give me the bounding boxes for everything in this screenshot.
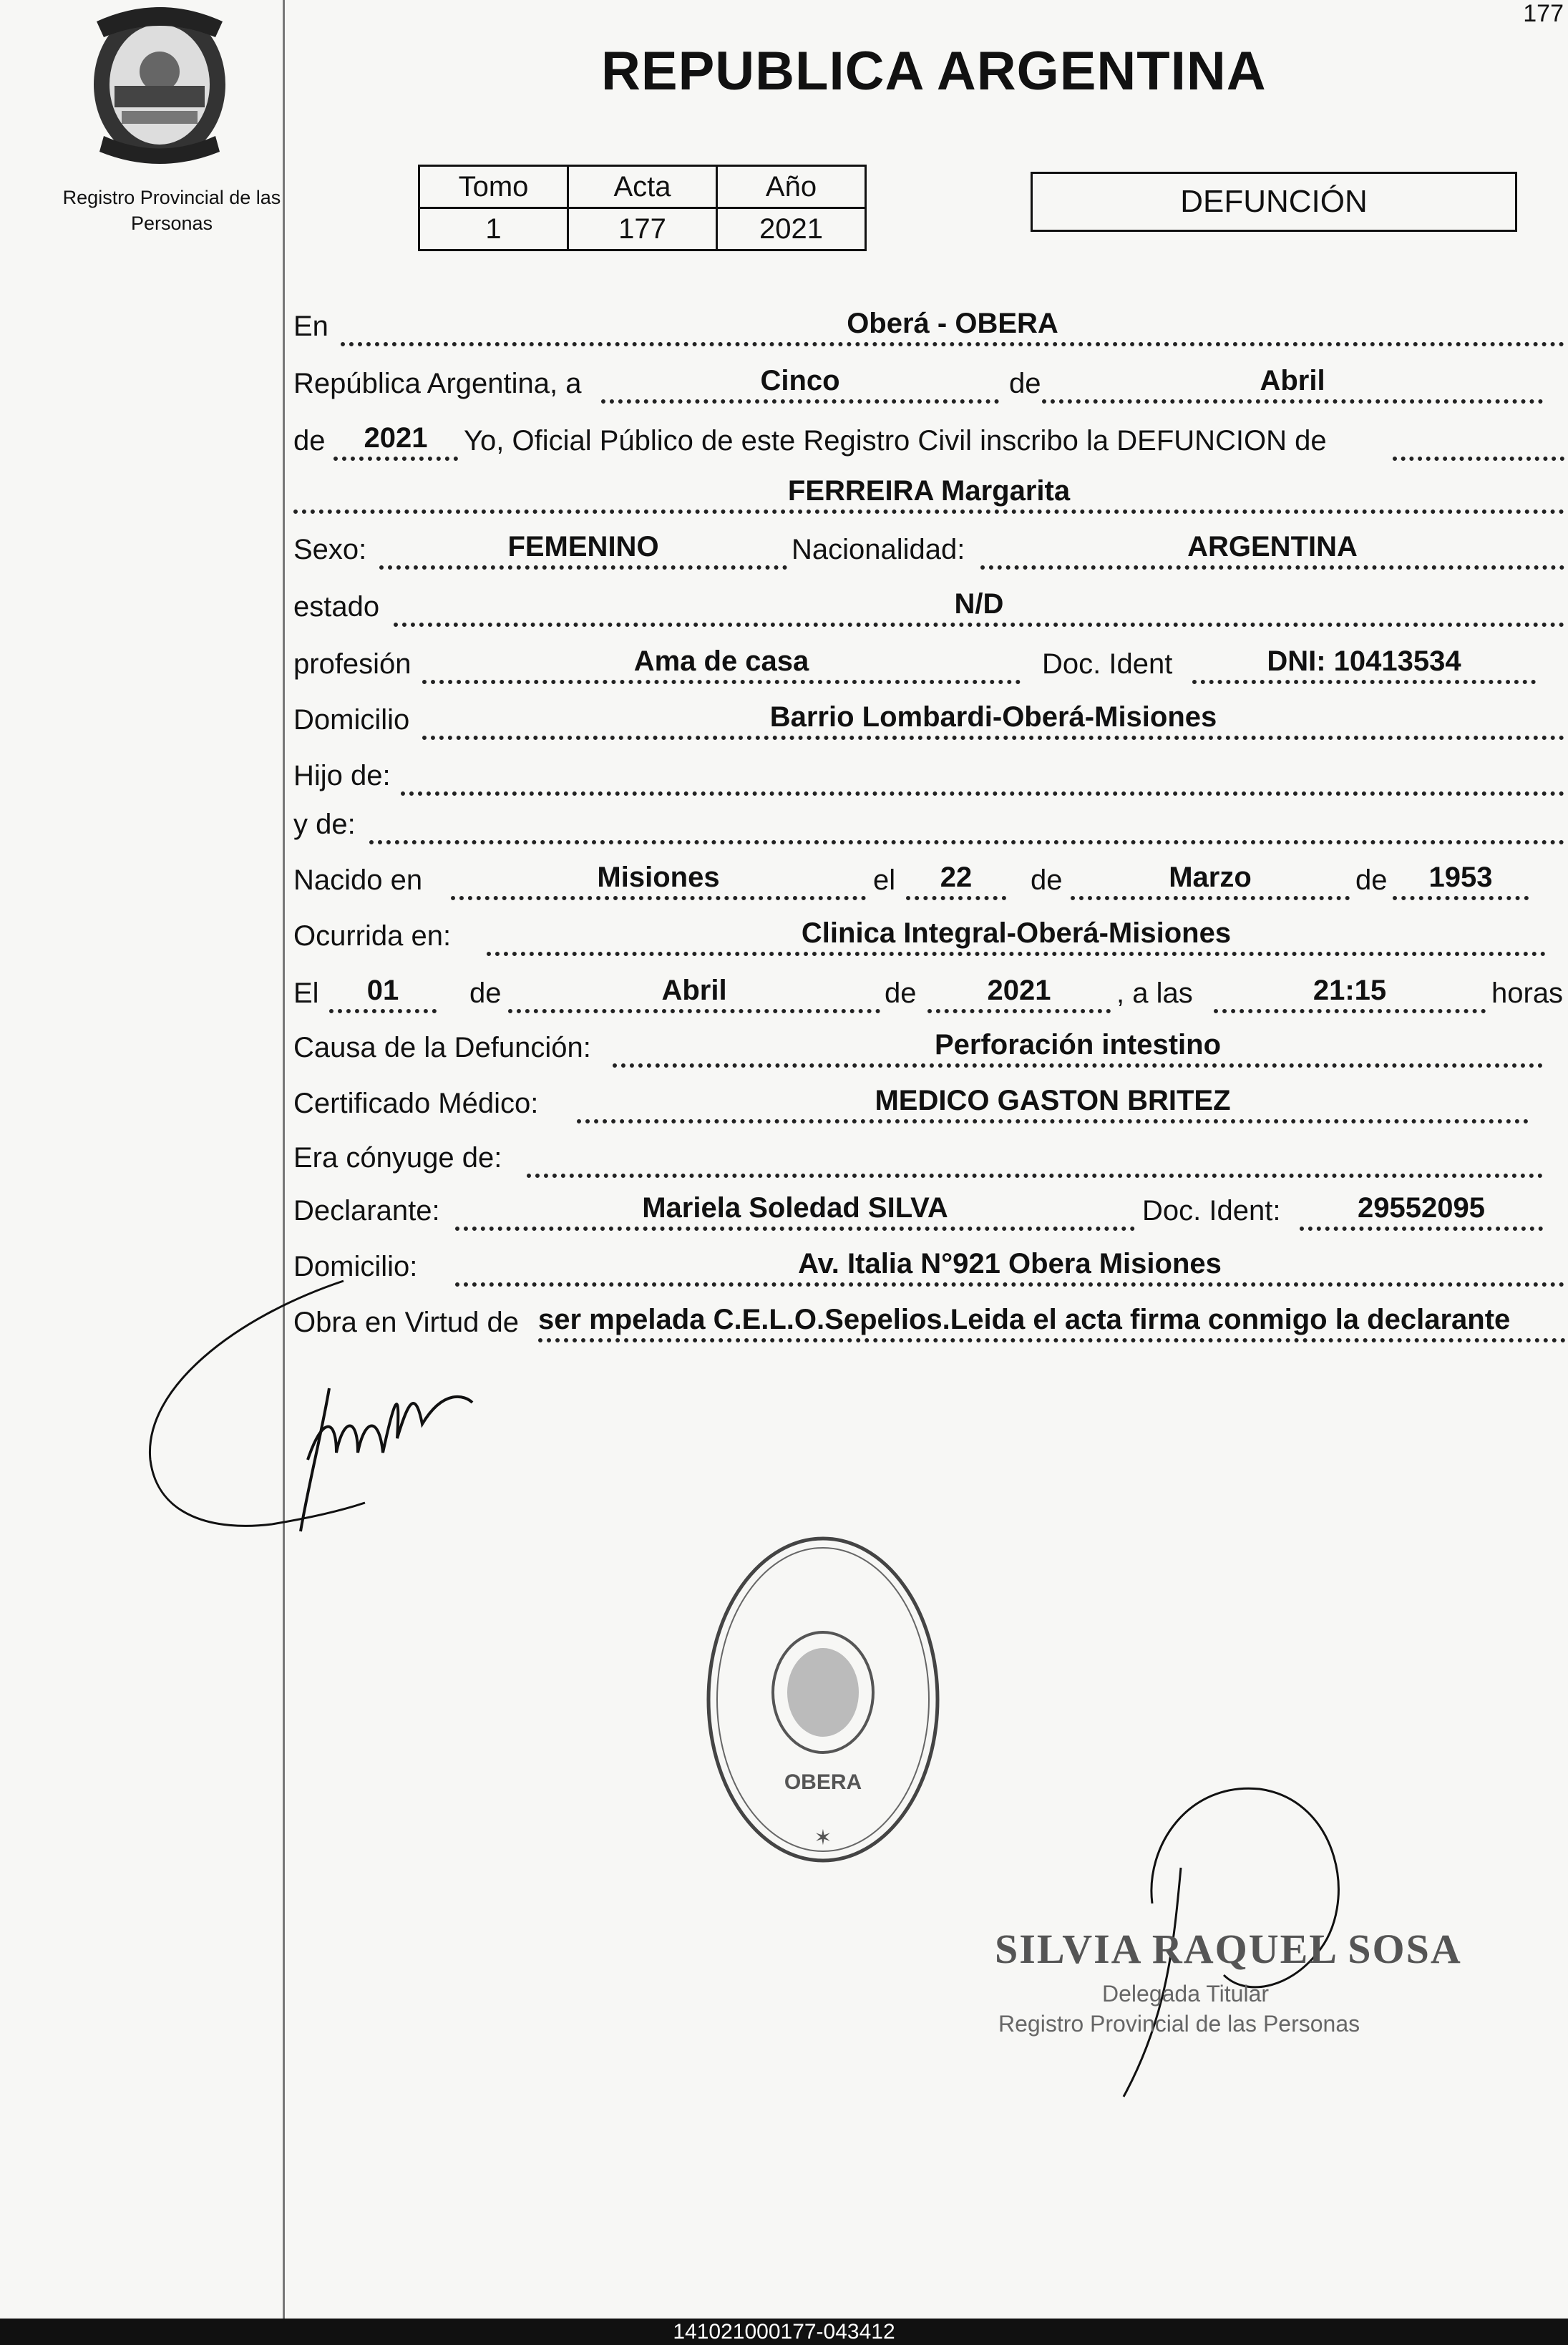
field-profesion: Ama de casa <box>422 645 1021 684</box>
cell-tomo: 1 <box>419 208 568 250</box>
label-de: de <box>1031 864 1063 896</box>
field-y-de <box>369 806 1564 844</box>
field-nacido-dia: 22 <box>906 862 1006 900</box>
label-conyuge: Era cónyuge de: <box>293 1142 502 1174</box>
field-declarante-doc: 29552095 <box>1300 1192 1543 1231</box>
label-de: de <box>1355 864 1388 896</box>
field-lugar: Oberá - OBERA <box>341 308 1564 346</box>
col-header-anio: Año <box>717 166 866 208</box>
label-nacionalidad: Nacionalidad: <box>792 534 965 565</box>
field-declarante-domicilio: Av. Italia N°921 Obera Misiones <box>455 1248 1564 1287</box>
field-dia-letra: Cinco <box>601 365 999 404</box>
field-ocurrida-en: Clinica Integral-Oberá-Misiones <box>487 917 1546 956</box>
field-nacionalidad: ARGENTINA <box>980 531 1564 570</box>
label-obra: Obra en Virtud de <box>293 1307 520 1338</box>
label-de: de <box>885 978 917 1009</box>
field-nacido-anio: 1953 <box>1393 862 1529 900</box>
label-certificado: Certificado Médico: <box>293 1088 539 1119</box>
field-def-dia: 01 <box>329 975 437 1013</box>
label-doc-ident2: Doc. Ident: <box>1142 1195 1281 1227</box>
cell-acta: 177 <box>568 208 717 250</box>
stamp-city: OBERA <box>784 1770 862 1794</box>
label-declarante: Declarante: <box>293 1195 440 1227</box>
footer-code: 141021000177-043412 <box>0 2319 1568 2345</box>
label-causa: Causa de la Defunción: <box>293 1032 591 1063</box>
record-table <box>418 165 867 251</box>
field-anio: 2021 <box>333 422 458 461</box>
label-nacido-en: Nacido en <box>293 864 423 896</box>
page-number: 177 <box>1523 0 1564 27</box>
label-sexo: Sexo: <box>293 534 367 565</box>
label-el: el <box>873 864 896 896</box>
field-def-anio: 2021 <box>927 975 1111 1013</box>
label-domicilio: Domicilio <box>293 704 410 736</box>
field-obra: ser mpelada C.E.L.O.Sepelios.Leida el acta firma conmigo la declarante <box>538 1304 1566 1342</box>
cell-anio: 2021 <box>717 208 866 250</box>
field-conyuge <box>527 1139 1543 1178</box>
label-ocurrida-en: Ocurrida en: <box>293 920 452 952</box>
field-domicilio: Barrio Lombardi-Oberá-Misiones <box>422 701 1564 740</box>
officer-role: Delegada Titular <box>1102 1981 1270 2007</box>
col-header-acta: Acta <box>568 166 717 208</box>
field-def-hora: 21:15 <box>1214 975 1486 1013</box>
field-nacido-lugar: Misiones <box>451 862 866 900</box>
field-mes: Abril <box>1042 365 1543 404</box>
registry-label: Registro Provincial de las Personas <box>62 187 281 234</box>
col-header-tomo: Tomo <box>419 166 568 208</box>
page-title: REPUBLICA ARGENTINA <box>601 41 1267 102</box>
field-certificado: MEDICO GASTON BRITEZ <box>577 1085 1529 1123</box>
label-de: de <box>1009 368 1041 399</box>
label-el-upper: El <box>293 978 319 1009</box>
label-horas: horas <box>1491 978 1564 1009</box>
province-shield-logo <box>82 0 237 165</box>
label-republica: República Argentina, a <box>293 368 582 399</box>
label-estado: estado <box>293 591 380 623</box>
label-de: de <box>469 978 502 1009</box>
field-declarante: Mariela Soledad SILVA <box>455 1192 1135 1231</box>
label-de: de <box>293 425 326 457</box>
official-stamp <box>701 1531 945 1868</box>
label-a-las: , a las <box>1116 978 1193 1009</box>
officer-org: Registro Provincial de las Personas <box>998 2011 1360 2037</box>
svg-text:✶: ✶ <box>814 1826 832 1850</box>
field-causa: Perforación intestino <box>613 1029 1543 1068</box>
margin-line <box>283 0 285 2319</box>
document-type-box: DEFUNCIÓN <box>1031 172 1517 232</box>
field-nombre: FERREIRA Margarita <box>293 475 1564 514</box>
field-estado: N/D <box>394 588 1564 627</box>
label-y-de: y de: <box>293 809 356 840</box>
label-domicilio2: Domicilio: <box>293 1251 418 1282</box>
field-sexo: FEMENINO <box>379 531 787 570</box>
field-nacido-mes: Marzo <box>1071 862 1350 900</box>
declarant-signature <box>129 1274 530 1603</box>
label-en: En <box>293 311 328 342</box>
label-doc-ident: Doc. Ident <box>1042 648 1173 680</box>
label-profesion: profesión <box>293 648 412 680</box>
officer-name: SILVIA RAQUEL SOSA <box>995 1926 1462 1972</box>
label-hijo-de: Hijo de: <box>293 760 391 791</box>
field-hijo-de <box>401 757 1564 796</box>
label-yo: Yo, Oficial Público de este Registro Civil inscribo la DEFUNCION de <box>464 425 1327 457</box>
field-documento: DNI: 10413534 <box>1192 645 1536 684</box>
field-blank <box>1393 422 1564 461</box>
field-def-mes: Abril <box>508 975 880 1013</box>
